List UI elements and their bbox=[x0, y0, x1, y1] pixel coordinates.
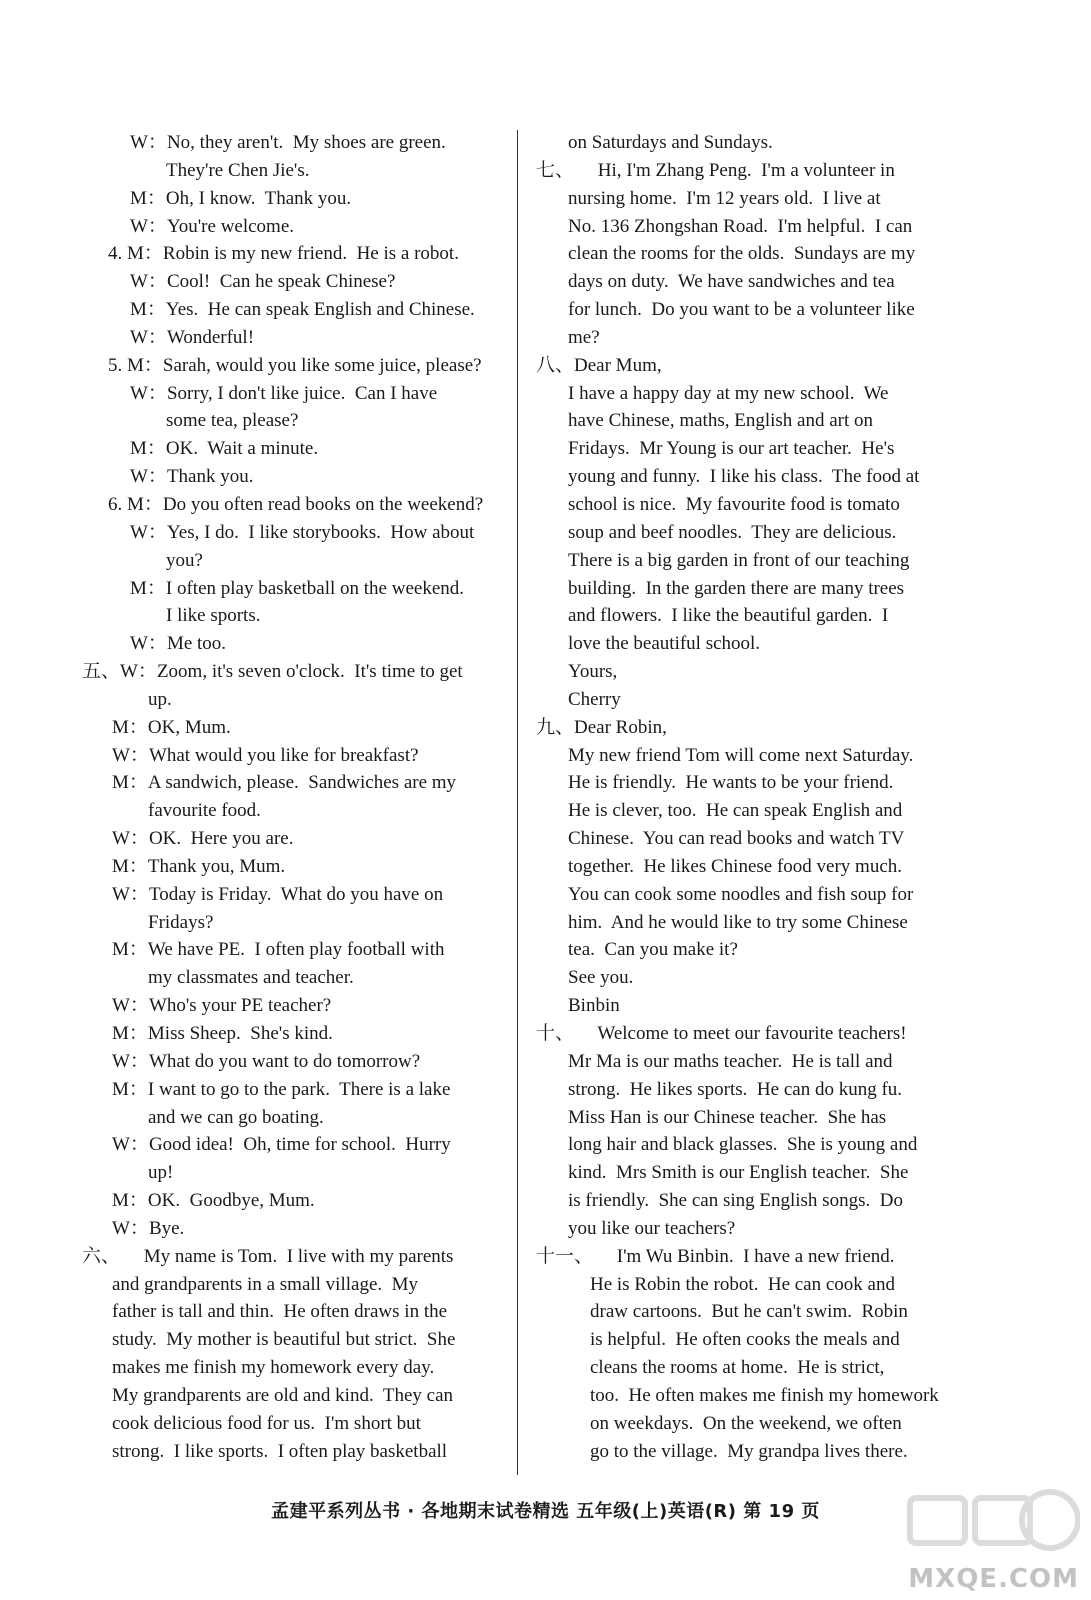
line-text: strong. I like sports. I often play basketball bbox=[112, 1440, 448, 1462]
line-text: soup and beef noodles. They are delicious. bbox=[568, 521, 897, 543]
text-line bbox=[536, 1354, 966, 1382]
line-text: What would you like for breakfast? bbox=[148, 744, 419, 766]
line-marker: W： bbox=[112, 1134, 149, 1156]
line-text: cleans the rooms at home. He is strict, bbox=[590, 1357, 885, 1379]
line-text: Fridays. Mr Young is our art teacher. He's bbox=[568, 438, 895, 460]
line-text: Oh, I know. Thank you. bbox=[165, 187, 352, 209]
line-marker: W： bbox=[112, 1050, 149, 1072]
line-marker: W： bbox=[130, 466, 167, 488]
text-line bbox=[82, 881, 507, 909]
line-text: My name is Tom. I live with my parents bbox=[120, 1245, 454, 1267]
text-line bbox=[82, 1215, 507, 1243]
line-text: Who's your PE teacher? bbox=[148, 995, 332, 1017]
text-line bbox=[536, 936, 966, 964]
line-text: father is tall and thin. He often draws in the bbox=[112, 1301, 448, 1323]
line-text: Wonderful! bbox=[166, 326, 255, 348]
line-text: Yes, I do. I like storybooks. How about bbox=[166, 521, 475, 543]
line-text: go to the village. My grandpa lives there. bbox=[590, 1440, 908, 1462]
line-text: Hi, I'm Zhang Peng. I'm a volunteer in bbox=[574, 159, 895, 181]
text-line bbox=[82, 1326, 507, 1354]
line-marker: W： bbox=[130, 215, 167, 237]
text-line bbox=[82, 1020, 507, 1048]
line-marker: 八、 bbox=[536, 354, 575, 376]
text-line bbox=[82, 797, 507, 825]
line-text: and we can go boating. bbox=[148, 1106, 324, 1128]
line-text: Good idea! Oh, time for school. Hurry bbox=[148, 1134, 451, 1156]
text-line bbox=[536, 1243, 966, 1271]
text-line bbox=[536, 547, 966, 575]
text-line bbox=[536, 380, 966, 408]
line-text: Cherry bbox=[568, 688, 621, 710]
line-text: my classmates and teacher. bbox=[148, 967, 354, 989]
text-line bbox=[82, 380, 507, 408]
line-text: OK, Mum. bbox=[147, 716, 231, 738]
line-text: together. He likes Chinese food very much. bbox=[568, 855, 903, 877]
text-line bbox=[82, 936, 507, 964]
text-line bbox=[82, 964, 507, 992]
text-line bbox=[536, 491, 966, 519]
text-line bbox=[536, 1131, 966, 1159]
line-text: and grandparents in a small village. My bbox=[112, 1273, 419, 1295]
line-text: favourite food. bbox=[148, 800, 261, 822]
text-line bbox=[536, 352, 966, 380]
text-line bbox=[536, 881, 966, 909]
line-marker: M： bbox=[130, 299, 166, 321]
text-line bbox=[536, 435, 966, 463]
line-text: Fridays? bbox=[148, 911, 214, 933]
line-text: on Saturdays and Sundays. bbox=[568, 132, 773, 153]
line-text: Miss Sheep. She's kind. bbox=[147, 1023, 333, 1044]
line-text: Yes. He can speak English and Chinese. bbox=[165, 299, 475, 321]
text-line bbox=[536, 825, 966, 853]
text-line bbox=[82, 296, 507, 324]
text-line bbox=[82, 157, 507, 185]
line-marker: W： bbox=[130, 132, 167, 153]
line-text: Welcome to meet our favourite teachers! bbox=[574, 1023, 907, 1044]
text-line bbox=[82, 268, 507, 296]
text-line bbox=[536, 1298, 966, 1326]
line-marker: 七、 bbox=[536, 159, 575, 181]
line-text: too. He often makes me finish my homework bbox=[590, 1384, 939, 1406]
line-marker: 4. M： bbox=[108, 243, 163, 265]
line-marker: 五、W： bbox=[82, 661, 157, 683]
text-line bbox=[82, 742, 507, 770]
text-line bbox=[536, 964, 966, 992]
text-line bbox=[536, 324, 966, 352]
text-line bbox=[82, 324, 507, 352]
line-text: Me too. bbox=[166, 633, 227, 655]
line-text: him. And he would like to try some Chinese bbox=[568, 911, 908, 933]
text-line bbox=[82, 491, 507, 519]
line-text: tea. Can you make it? bbox=[568, 939, 738, 961]
line-text: Cool! Can he speak Chinese? bbox=[166, 271, 396, 293]
line-text: OK. Here you are. bbox=[148, 828, 294, 850]
line-text: OK. Goodbye, Mum. bbox=[147, 1190, 315, 1212]
line-marker: W： bbox=[112, 1217, 149, 1239]
line-text: is helpful. He often cooks the meals and bbox=[590, 1329, 900, 1351]
text-line bbox=[82, 129, 507, 157]
text-line bbox=[536, 575, 966, 603]
line-text: A sandwich, please. Sandwiches are my bbox=[147, 772, 457, 794]
line-text: My grandparents are old and kind. They can bbox=[112, 1384, 454, 1406]
line-text: Thank you. bbox=[166, 466, 254, 488]
line-text: He is friendly. He wants to be your friend. bbox=[568, 772, 894, 794]
text-line bbox=[82, 1298, 507, 1326]
text-line bbox=[536, 463, 966, 491]
text-line bbox=[536, 909, 966, 937]
line-text: You can cook some noodles and fish soup for bbox=[568, 883, 914, 905]
line-marker: W： bbox=[130, 326, 167, 348]
line-text: Sarah, would you like some juice, please? bbox=[162, 354, 482, 376]
line-marker: 六、 bbox=[82, 1245, 121, 1267]
text-line bbox=[536, 769, 966, 797]
text-line bbox=[82, 602, 507, 630]
line-text: Miss Han is our Chinese teacher. She has bbox=[568, 1106, 887, 1128]
text-line bbox=[82, 240, 507, 268]
line-text: You're welcome. bbox=[166, 215, 295, 237]
line-text: Do you often read books on the weekend? bbox=[162, 493, 484, 515]
text-line bbox=[82, 519, 507, 547]
text-line bbox=[536, 1020, 966, 1048]
line-marker: M： bbox=[112, 1190, 148, 1212]
text-line bbox=[536, 129, 966, 157]
right-column bbox=[536, 129, 966, 1466]
line-text: What do you want to do tomorrow? bbox=[148, 1050, 421, 1072]
line-marker: 十一、 bbox=[536, 1245, 594, 1267]
text-line bbox=[536, 1104, 966, 1132]
line-text: school is nice. My favourite food is tomato bbox=[568, 493, 900, 515]
line-text: you like our teachers? bbox=[568, 1217, 736, 1239]
text-line bbox=[82, 630, 507, 658]
line-text: Binbin bbox=[568, 995, 620, 1017]
line-text: Today is Friday. What do you have on bbox=[148, 883, 444, 905]
line-text: up! bbox=[148, 1162, 174, 1184]
text-line bbox=[82, 992, 507, 1020]
text-line bbox=[82, 658, 507, 686]
line-marker: M： bbox=[112, 1078, 148, 1100]
line-text: on weekdays. On the weekend, we often bbox=[590, 1412, 902, 1434]
text-line bbox=[536, 992, 966, 1020]
text-line bbox=[536, 240, 966, 268]
line-text: have Chinese, maths, English and art on bbox=[568, 410, 873, 432]
line-text: for lunch. Do you want to be a volunteer like bbox=[568, 299, 915, 321]
text-line bbox=[536, 407, 966, 435]
text-line bbox=[82, 686, 507, 714]
text-line bbox=[82, 853, 507, 881]
line-marker: M： bbox=[112, 855, 148, 877]
line-text: building. In the garden there are many trees bbox=[568, 577, 905, 599]
column-divider bbox=[517, 130, 518, 1475]
line-marker: W： bbox=[130, 521, 167, 543]
line-text: Bye. bbox=[148, 1217, 185, 1239]
text-line bbox=[82, 1243, 507, 1271]
text-line bbox=[82, 1382, 507, 1410]
line-marker: M： bbox=[112, 939, 148, 961]
line-text: nursing home. I'm 12 years old. I live at bbox=[568, 187, 881, 209]
line-text: Yours, bbox=[568, 661, 618, 683]
line-text: Mr Ma is our maths teacher. He is tall and bbox=[568, 1050, 893, 1072]
text-line bbox=[82, 463, 507, 491]
line-text: See you. bbox=[568, 967, 634, 989]
text-line bbox=[536, 714, 966, 742]
line-marker: W： bbox=[112, 744, 149, 766]
line-text: He is Robin the robot. He can cook and bbox=[590, 1273, 895, 1295]
line-text: OK. Wait a minute. bbox=[165, 438, 319, 460]
text-line bbox=[536, 1048, 966, 1076]
line-marker: 5. M： bbox=[108, 354, 163, 376]
text-line bbox=[82, 909, 507, 937]
line-text: No. 136 Zhongshan Road. I'm helpful. I can bbox=[568, 215, 913, 237]
line-text: I want to go to the park. There is a lake bbox=[147, 1078, 451, 1100]
line-marker: M： bbox=[130, 438, 166, 460]
line-text: Sorry, I don't like juice. Can I have bbox=[166, 382, 438, 404]
line-text: strong. He likes sports. He can do kung fu. bbox=[568, 1078, 903, 1100]
line-text: is friendly. She can sing English songs. Do bbox=[568, 1190, 903, 1212]
line-text: Thank you, Mum. bbox=[147, 855, 286, 877]
text-line bbox=[536, 1410, 966, 1438]
text-line bbox=[536, 602, 966, 630]
line-marker: M： bbox=[112, 716, 148, 738]
line-text: I have a happy day at my new school. We bbox=[568, 382, 889, 404]
line-text: love the beautiful school. bbox=[568, 633, 761, 655]
line-text: No, they aren't. My shoes are green. bbox=[166, 132, 446, 153]
text-line bbox=[82, 1271, 507, 1299]
line-marker: M： bbox=[130, 187, 166, 209]
text-line bbox=[82, 1076, 507, 1104]
line-text: and flowers. I like the beautiful garden. I bbox=[568, 605, 889, 627]
line-text: Robin is my new friend. He is a robot. bbox=[162, 243, 459, 265]
text-line bbox=[536, 1076, 966, 1104]
text-line bbox=[82, 1410, 507, 1438]
line-text: makes me finish my homework every day. bbox=[112, 1357, 435, 1379]
line-marker: M： bbox=[130, 577, 166, 599]
text-line bbox=[536, 1438, 966, 1466]
line-text: days on duty. We have sandwiches and tea bbox=[568, 271, 895, 293]
line-text: young and funny. I like his class. The food at bbox=[568, 466, 920, 488]
text-line bbox=[536, 1326, 966, 1354]
line-text: Zoom, it's seven o'clock. It's time to get bbox=[156, 661, 463, 683]
page-footer: 孟建平系列丛书 · 各地期末试卷精选 五年级(上)英语(R) 第 19 页 bbox=[271, 1501, 820, 1522]
text-line bbox=[536, 630, 966, 658]
text-line bbox=[82, 1104, 507, 1132]
line-text: Dear Robin, bbox=[574, 716, 667, 738]
text-line bbox=[82, 185, 507, 213]
text-line bbox=[536, 658, 966, 686]
line-text: study. My mother is beautiful but strict. She bbox=[112, 1329, 456, 1351]
text-line bbox=[536, 1382, 966, 1410]
text-line bbox=[82, 407, 507, 435]
text-line bbox=[82, 769, 507, 797]
text-line bbox=[536, 742, 966, 770]
text-line bbox=[536, 296, 966, 324]
line-marker: W： bbox=[112, 828, 149, 850]
text-line bbox=[536, 853, 966, 881]
line-text: you? bbox=[166, 549, 203, 571]
line-text: kind. Mrs Smith is our English teacher. She bbox=[568, 1162, 909, 1184]
line-marker: 十、 bbox=[536, 1023, 575, 1044]
line-text: I like sports. bbox=[166, 605, 261, 627]
text-line bbox=[536, 185, 966, 213]
text-line bbox=[82, 1187, 507, 1215]
line-text: He is clever, too. He can speak English and bbox=[568, 800, 903, 822]
line-text: clean the rooms for the olds. Sundays are my bbox=[568, 243, 916, 265]
line-text: We have PE. I often play football with bbox=[147, 939, 445, 961]
line-text: draw cartoons. But he can't swim. Robin bbox=[590, 1301, 908, 1323]
watermark-url: MXQE.COM bbox=[908, 1564, 1079, 1594]
line-text: I'm Wu Binbin. I have a new friend. bbox=[593, 1245, 895, 1267]
line-text: Dear Mum, bbox=[574, 354, 662, 376]
text-line bbox=[82, 435, 507, 463]
text-line bbox=[82, 213, 507, 241]
line-text: They're Chen Jie's. bbox=[166, 159, 310, 181]
line-text: My new friend Tom will come next Saturday. bbox=[568, 744, 914, 766]
line-marker: 九、 bbox=[536, 716, 575, 738]
text-line bbox=[536, 213, 966, 241]
line-marker: W： bbox=[130, 633, 167, 655]
line-text: long hair and black glasses. She is young and bbox=[568, 1134, 918, 1156]
text-line bbox=[82, 1048, 507, 1076]
text-line bbox=[536, 686, 966, 714]
text-line bbox=[536, 519, 966, 547]
left-column bbox=[82, 129, 507, 1466]
text-line bbox=[82, 575, 507, 603]
line-text: There is a big garden in front of our teaching bbox=[568, 549, 910, 571]
text-line bbox=[536, 157, 966, 185]
text-line bbox=[82, 1438, 507, 1466]
line-marker: M： bbox=[112, 1023, 148, 1044]
text-line bbox=[82, 547, 507, 575]
line-text: Chinese. You can read books and watch TV bbox=[568, 828, 905, 850]
line-text: I often play basketball on the weekend. bbox=[165, 577, 464, 599]
line-text: some tea, please? bbox=[166, 410, 299, 432]
text-line bbox=[82, 714, 507, 742]
text-line bbox=[536, 1271, 966, 1299]
text-line bbox=[536, 797, 966, 825]
text-line bbox=[82, 1131, 507, 1159]
line-text: up. bbox=[148, 688, 172, 710]
line-marker: W： bbox=[112, 995, 149, 1017]
line-text: me? bbox=[568, 326, 600, 348]
line-marker: 6. M： bbox=[108, 493, 163, 515]
text-line bbox=[82, 1159, 507, 1187]
text-line bbox=[536, 1159, 966, 1187]
text-line bbox=[536, 1215, 966, 1243]
text-line bbox=[82, 1354, 507, 1382]
line-marker: W： bbox=[112, 883, 149, 905]
text-line bbox=[536, 1187, 966, 1215]
text-line bbox=[82, 825, 507, 853]
text-line bbox=[82, 352, 507, 380]
line-text: cook delicious food for us. I'm short but bbox=[112, 1412, 421, 1434]
line-marker: W： bbox=[130, 271, 167, 293]
line-marker: W： bbox=[130, 382, 167, 404]
line-marker: M： bbox=[112, 772, 148, 794]
text-line bbox=[536, 268, 966, 296]
